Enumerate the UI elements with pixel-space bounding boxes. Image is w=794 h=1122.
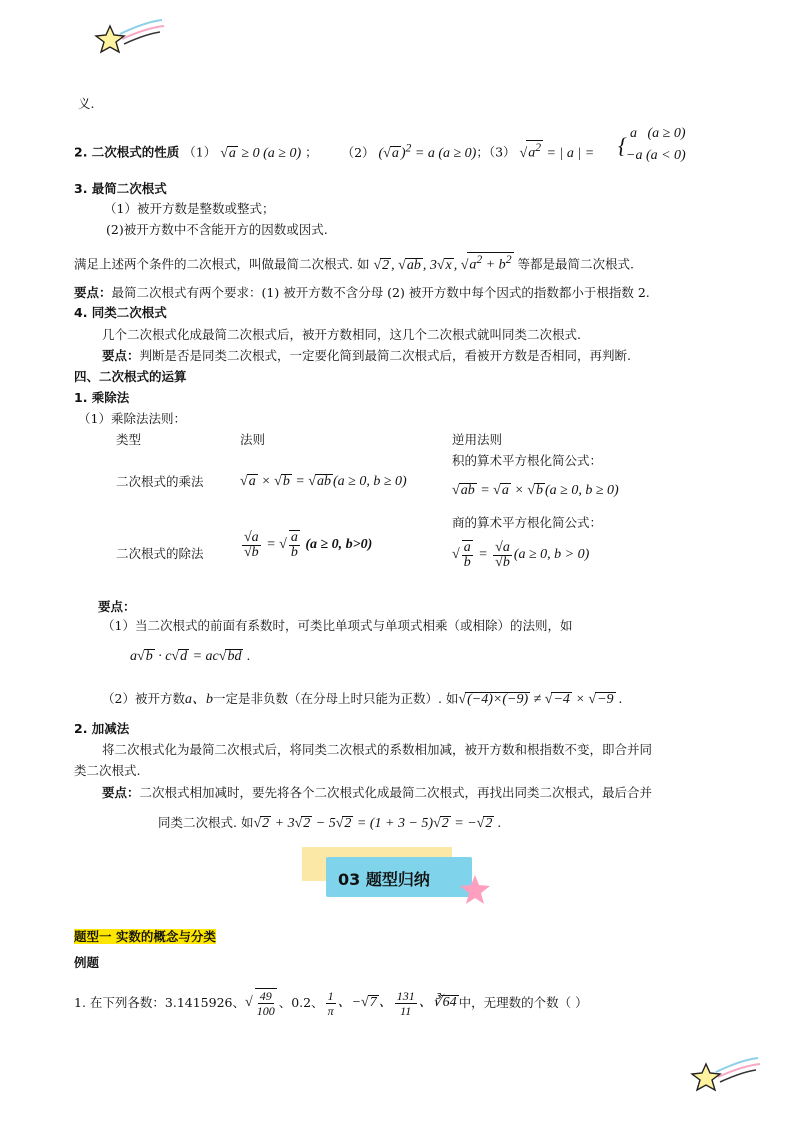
text-label: 中，无理数的个数（ ） <box>458 995 588 1010</box>
text-label: 1. 在下列各数：3.1415926、 <box>74 995 245 1010</box>
key-point-label: 要点： <box>102 348 140 363</box>
table-cell: 二次根式的乘法 <box>116 474 204 489</box>
formula: a√b · c√d = ac√bd . <box>130 649 251 664</box>
section-heading: 4. 同类二次根式 <box>74 305 167 320</box>
formula: √2 , √ab , 3√x , $√a^2 + b^2$ <box>373 253 512 273</box>
text-line: 几个二次根式化成最简二次根式后，被开方数相同，这几个二次根式就叫同类二次根式. <box>102 327 581 342</box>
section-heading: 1. 乘除法 <box>74 390 130 405</box>
shooting-star-icon <box>90 14 170 60</box>
text-line <box>102 347 631 365</box>
formula: √ab = √a × √b (a ≥ 0, b ≥ 0) <box>452 483 619 498</box>
key-point-label: 要点： <box>102 785 140 800</box>
text-label: 一定是非负数（在分母上时只能为正数）. 如 <box>212 691 459 706</box>
text-label: 最简二次根式有两个要求：(1) 被开方数不含分母 (2) 被开方数中每个因式的指数都小于根指数 2. <box>111 285 650 300</box>
key-point-label: 要点： <box>98 599 136 614</box>
section-heading: 2. 加减法 <box>74 721 130 736</box>
table-header: 逆用法则 <box>452 432 503 447</box>
text-label: ；（3） <box>476 144 516 160</box>
key-point-label: 要点： <box>74 285 112 300</box>
shooting-star-icon <box>686 1052 766 1098</box>
table-cell: 二次根式的除法 <box>116 546 204 561</box>
text-line: （1）被开方数是整数或整式； <box>104 201 275 216</box>
formula: √ $\frac{a}{b}$ = $\frac{√a}{√b}$ (a ≥ 0, b > 0) <box>452 539 590 570</box>
text-label: 、0.2、 <box>278 995 324 1010</box>
formula: $\frac{√a}{√b}$ = √ $\frac{a}{b}$ (a ≥ 0, b>0) <box>244 529 373 560</box>
badge-label: 03 题型归纳 <box>338 870 430 889</box>
text-label: （2） <box>341 144 375 160</box>
text-line: (2)被开方数中不含能开方的因数或因式. <box>106 222 328 237</box>
section-badge <box>326 857 472 897</box>
section-heading: 四、二次根式的运算 <box>74 369 187 384</box>
text-line <box>74 252 634 275</box>
text-line: （1）乘除法法则： <box>78 411 186 426</box>
question-1: 1. 在下列各数：3.1415926、√ $\frac{49}{100}$ 、0.2、 $\frac{1}{\pi}$ 、−√7 、 $\frac{131}{11}$ 、∛64 中，无理数的个数（ ） <box>74 988 588 1018</box>
text-label: （1） <box>183 144 217 160</box>
piecewise-formula: { a (a ≥ 0) −a (a < 0) <box>618 126 686 163</box>
text-line: （1）当二次根式的前面有系数时，可类比单项式与单项式相乘（或相除）的法则，如 <box>102 618 573 633</box>
text-line: 义. <box>78 96 95 111</box>
text-line: 将二次根式化为最简二次根式后，将同类二次根式的系数相加减，被开方数和根指数不变，即合并同 <box>102 742 653 757</box>
properties-line: 2. 二次根式的性质 （1） √a ≥ 0 (a ≥ 0) ； （2） (√a )$^2$ = a (a ≥ 0)；（3） $√a^2$ = | a | = <box>74 141 595 161</box>
text-label: 同类二次根式. 如 <box>158 815 254 830</box>
formula: √a × √b = √ab (a ≥ 0, b ≥ 0) <box>240 474 407 489</box>
text-line: 类二次根式. <box>74 763 141 778</box>
formula: √a ≥ 0 (a ≥ 0) <box>220 145 302 161</box>
highlighted-text: 题型一 实数的概念与分类 <box>74 929 216 944</box>
section-heading: 3. 最简二次根式 <box>74 181 167 196</box>
text-line: （2）被开方数a、b一定是非负数（在分母上时只能为正数）. 如√(−4)×(−9) ≠ √−4 × √−9 . <box>102 691 623 707</box>
topic-heading <box>74 928 216 946</box>
text-label: （2）被开方数 <box>102 691 185 706</box>
section-heading: 2. 二次根式的性质 <box>74 144 180 160</box>
example-heading: 例题 <box>74 955 100 970</box>
table-header: 法则 <box>240 432 266 447</box>
text-label: 等都是最简二次根式. <box>517 256 634 272</box>
formula: $√a^2$ = | a | = <box>519 141 595 161</box>
pink-star-icon <box>458 873 492 907</box>
table-cell: 积的算术平方根化简公式： <box>452 453 603 468</box>
text-line: 同类二次根式. 如√2 + 3√2 − 5√2 = (1 + 3 − 5)√2 = −√2 . <box>158 815 502 831</box>
formula: (√a )$^2$ = a (a ≥ 0) <box>378 141 477 161</box>
text-line <box>74 284 650 302</box>
text-label: 判断是否是同类二次根式，一定要化简到最简二次根式后，看被开方数是否相同，再判断. <box>139 348 631 363</box>
text-label: 二次根式相加减时，要先将各个二次根式化成最简二次根式，再找出同类二次根式，最后合并 <box>139 785 653 800</box>
table-header: 类型 <box>116 432 142 447</box>
text-line <box>102 784 652 802</box>
text-label: 满足上述两个条件的二次根式，叫做最简二次根式. 如 <box>74 256 370 272</box>
table-cell: 商的算术平方根化简公式： <box>452 515 603 530</box>
